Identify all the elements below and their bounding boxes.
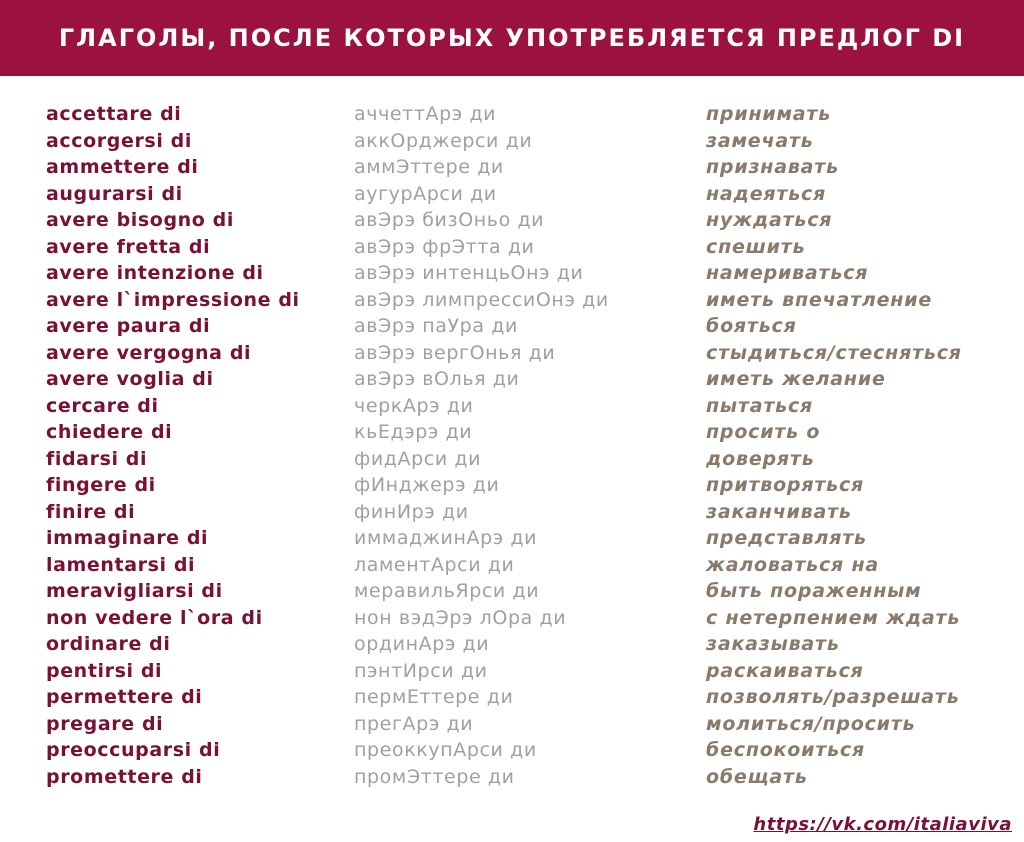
italian-verb: fidarsi di (46, 447, 148, 470)
italian-verb: accettare di (46, 103, 182, 125)
italian-verb: ammettere di (46, 156, 199, 178)
table-row (46, 552, 1006, 579)
russian-translation: раскаиваться (706, 659, 864, 682)
table-row (46, 313, 1006, 340)
italian-verb: pentirsi di (46, 659, 163, 682)
pronunciation: пэнтИрси ди (354, 659, 488, 682)
table-row (46, 737, 1006, 764)
italian-verb: immaginare di (46, 527, 209, 549)
table-row (46, 711, 1006, 738)
italian-verb: avere l`impressione di (46, 288, 300, 311)
table-row (46, 393, 1006, 420)
russian-translation: стыдиться/стесняться (706, 341, 962, 364)
russian-translation: притворяться (706, 474, 865, 496)
russian-translation: бояться (706, 315, 797, 337)
pronunciation: ламентАрси ди (354, 553, 515, 576)
russian-translation: намериваться (706, 262, 869, 284)
table-row (46, 366, 1006, 393)
pronunciation: ординАрэ ди (354, 633, 490, 655)
italian-verb: avere vergogna di (46, 341, 252, 364)
russian-translation: надеяться (706, 182, 827, 205)
russian-translation: позволять/разрешать (706, 686, 960, 708)
russian-translation: беспокоиться (706, 739, 865, 761)
table-row (46, 128, 1006, 155)
italian-verb: non vedere l`ora di (46, 606, 263, 629)
pronunciation: авЭрэ лимпрессиОнэ ди (354, 288, 609, 311)
italian-verb: permettere di (46, 686, 203, 708)
pronunciation: авЭрэ бизОньо ди (354, 209, 545, 231)
pronunciation: иммаджинАрэ ди (354, 527, 538, 549)
italian-verb: avere voglia di (46, 368, 214, 390)
russian-translation: с нетерпением ждать (706, 606, 961, 629)
pronunciation: аммЭттере ди (354, 156, 504, 178)
russian-translation: замечать (706, 129, 814, 152)
table-row (46, 525, 1006, 552)
table-row (46, 658, 1006, 685)
header-banner (0, 0, 1024, 76)
table-row (46, 631, 1006, 658)
table-row (46, 499, 1006, 526)
russian-translation: представлять (706, 527, 867, 549)
russian-translation: иметь впечатление (706, 288, 933, 311)
pronunciation: авЭрэ вОлья ди (354, 368, 520, 390)
pronunciation: авЭрэ паУра ди (354, 315, 518, 337)
russian-translation: жаловаться на (706, 553, 879, 576)
table-row (46, 101, 1006, 128)
pronunciation: прегАрэ ди (354, 712, 474, 735)
table-row (46, 260, 1006, 287)
russian-translation: нуждаться (706, 209, 833, 231)
russian-translation: быть пораженным (706, 580, 922, 602)
table-row (46, 605, 1006, 632)
pronunciation: преоккупАрси ди (354, 739, 537, 761)
italian-verb: avere fretta di (46, 235, 211, 258)
pronunciation: аугурАрси ди (354, 182, 497, 205)
table-row (46, 181, 1006, 208)
russian-translation: доверять (706, 447, 815, 470)
pronunciation: авЭрэ фрЭтта ди (354, 235, 535, 258)
italian-verb: avere paura di (46, 315, 211, 337)
italian-verb: avere bisogno di (46, 209, 234, 231)
italian-verb: fingere di (46, 474, 156, 496)
italian-verb: meravigliarsi di (46, 580, 223, 602)
russian-translation: заканчивать (706, 500, 852, 523)
italian-verb: cercare di (46, 394, 159, 417)
italian-verb: avere intenzione di (46, 262, 264, 284)
table-row (46, 472, 1006, 499)
table-row (46, 234, 1006, 261)
russian-translation: обещать (706, 765, 808, 788)
italian-verb: lamentarsi di (46, 553, 196, 576)
pronunciation: фИнджерэ ди (354, 474, 500, 496)
pronunciation: меравильЯрси ди (354, 580, 540, 602)
italian-verb: preoccuparsi di (46, 739, 221, 761)
russian-translation: принимать (706, 103, 832, 125)
pronunciation: финИрэ ди (354, 500, 469, 523)
pronunciation: промЭттере ди (354, 765, 515, 788)
pronunciation: аччеттАрэ ди (354, 103, 497, 125)
pronunciation: нон вэдЭрэ лОра ди (354, 606, 567, 629)
pronunciation: авЭрэ вергОнья ди (354, 341, 556, 364)
table-row (46, 340, 1006, 367)
table-row (46, 578, 1006, 605)
italian-verb: pregare di (46, 712, 164, 735)
italian-verb: augurarsi di (46, 182, 183, 205)
italian-verb: promettere di (46, 765, 203, 788)
table-row (46, 419, 1006, 446)
table-row (46, 684, 1006, 711)
pronunciation: черкАрэ ди (354, 394, 474, 417)
russian-translation: просить о (706, 421, 821, 443)
russian-translation: пытаться (706, 394, 814, 417)
russian-translation: молиться/просить (706, 712, 916, 735)
table-row (46, 207, 1006, 234)
table-row (46, 446, 1006, 473)
russian-translation: иметь желание (706, 368, 886, 390)
pronunciation: фидАрси ди (354, 447, 482, 470)
russian-translation: заказывать (706, 633, 840, 655)
italian-verb: chiedere di (46, 421, 173, 443)
italian-verb: finire di (46, 500, 136, 523)
pronunciation: аккОрджерси ди (354, 129, 533, 152)
italian-verb: ordinare di (46, 633, 171, 655)
table-row (46, 154, 1006, 181)
verb-table (46, 101, 1006, 790)
table-row (46, 287, 1006, 314)
pronunciation: авЭрэ интенцьОнэ ди (354, 262, 584, 284)
russian-translation: спешить (706, 235, 806, 258)
pronunciation: кьЕдэрэ ди (354, 421, 473, 443)
pronunciation: пермЕттере ди (354, 686, 514, 708)
source-link[interactable]: https://vk.com/italiaviva (753, 814, 1012, 835)
italian-verb: accorgersi di (46, 129, 192, 152)
table-row (46, 764, 1006, 791)
page-title: ГЛАГОЛЫ, ПОСЛЕ КОТОРЫХ УПОТРЕБЛЯЕТСЯ ПРЕДЛОГ DI (58, 24, 966, 52)
russian-translation: признавать (706, 156, 839, 178)
